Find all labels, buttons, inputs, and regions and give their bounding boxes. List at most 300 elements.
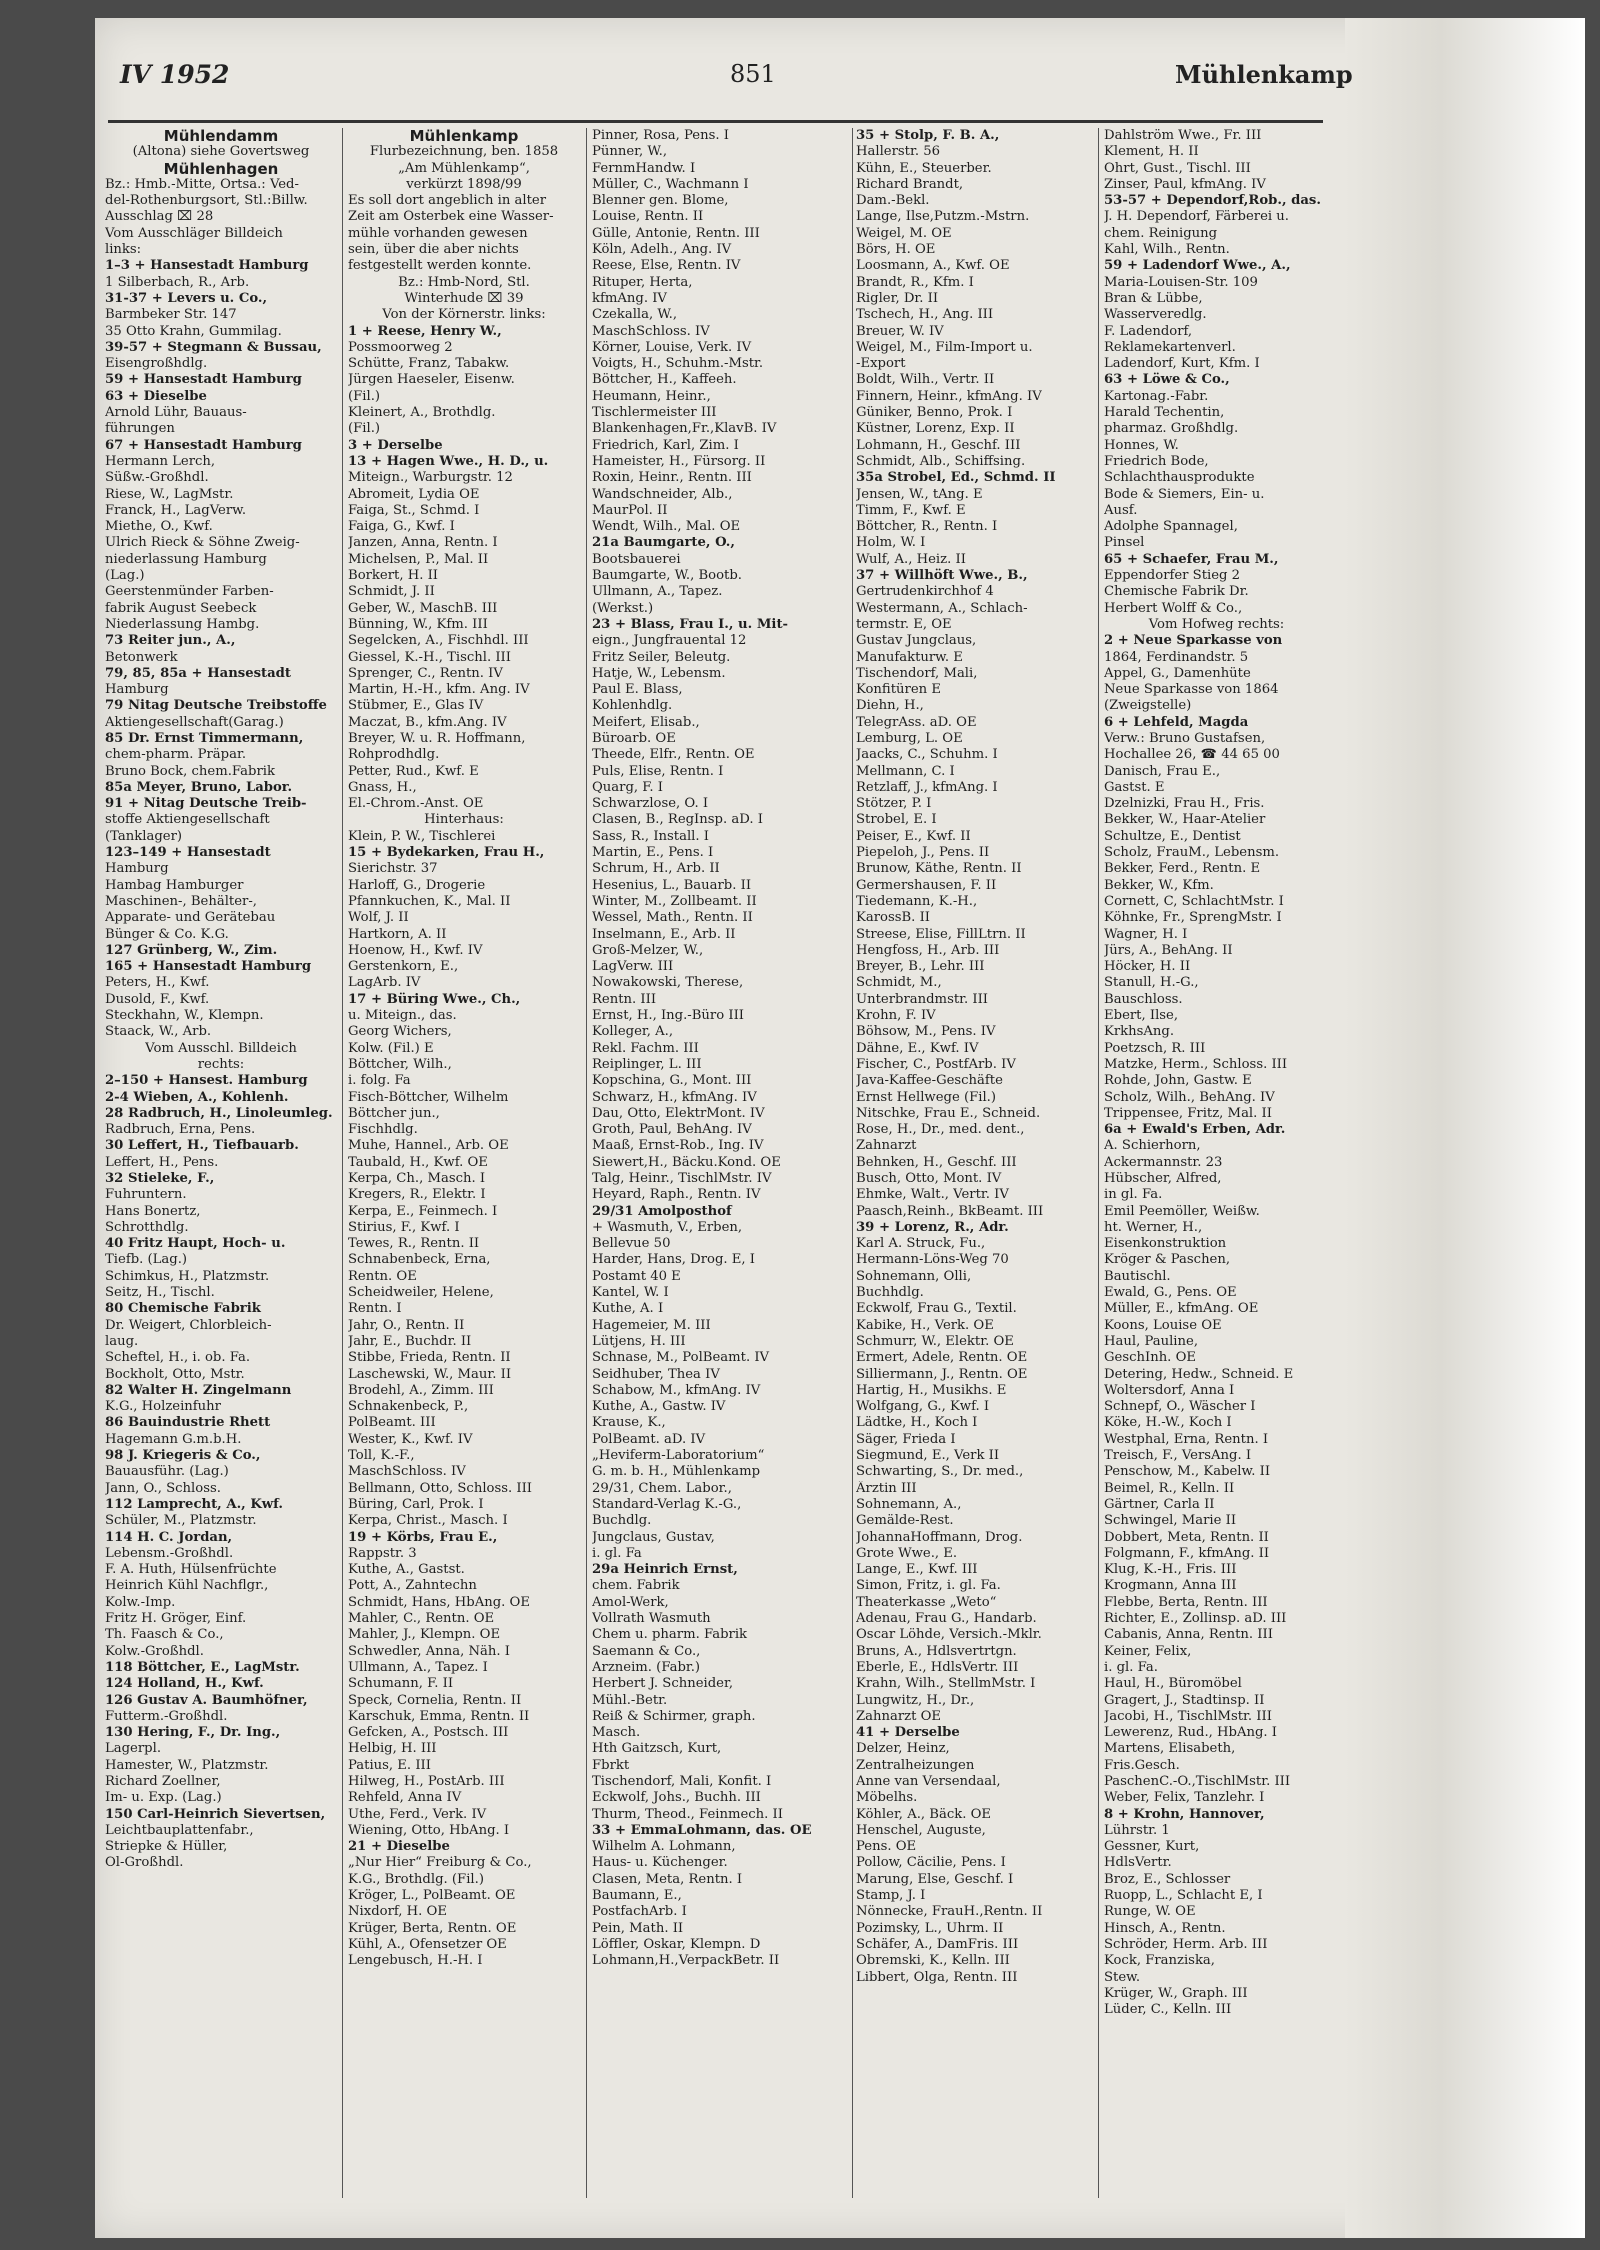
directory-entry: Zahnarzt OE: [856, 1708, 942, 1724]
directory-entry: Pens. OE: [856, 1839, 917, 1855]
directory-entry: Anne van Versendaal,: [856, 1773, 1001, 1789]
directory-entry: 6 + Lehfeld, Magda: [1104, 714, 1249, 730]
directory-entry: Obremski, K., Kelln. III: [856, 1953, 1010, 1969]
directory-entry: Fris.Gesch.: [1104, 1757, 1180, 1773]
directory-entry: Scheidweiler, Helene,: [348, 1285, 494, 1301]
directory-entry: Ulrich Rieck & Söhne Zweig-: [105, 535, 300, 551]
directory-entry: 73 Reiter jun., A.,: [105, 633, 236, 649]
directory-entry: Jahr, E., Buchdr. II: [348, 1333, 472, 1349]
directory-entry: MaschSchloss. IV: [592, 323, 710, 339]
directory-entry: Abromeit, Lydia OE: [348, 486, 480, 502]
directory-entry: J. H. Dependorf, Färberei u.: [1104, 209, 1289, 225]
directory-entry: Schultze, E., Dentist: [1104, 828, 1241, 844]
directory-entry: Futterm.-Großhdl.: [105, 1708, 228, 1724]
directory-entry: 112 Lamprecht, A., Kwf.: [105, 1496, 283, 1512]
directory-entry: Lüder, C., Kelln. III: [1104, 2002, 1232, 2018]
directory-entry: Ackermannstr. 23: [1104, 1154, 1223, 1170]
directory-entry: Faiga, St., Schmd. I: [348, 502, 480, 518]
directory-entry: 6a + Ewald's Erben, Adr.: [1104, 1122, 1286, 1138]
directory-entry: Tischlermeister III: [592, 405, 717, 421]
directory-entry: Maschinen-, Behälter-,: [105, 893, 257, 909]
directory-entry: Ullmann, A., Tapez. I: [348, 1659, 488, 1675]
directory-entry: Hoenow, H., Kwf. IV: [348, 942, 483, 958]
directory-entry: Masch.: [592, 1725, 641, 1741]
directory-entry: Wandschneider, Alb.,: [592, 486, 733, 502]
directory-entry: Kerpa, E., Feinmech. I: [348, 1203, 498, 1219]
page-edge: [1345, 18, 1585, 2238]
directory-entry: Amol-Werk,: [592, 1594, 669, 1610]
directory-entry: Kolleger, A.,: [592, 1024, 674, 1040]
directory-entry: Hallerstr. 56: [856, 144, 940, 160]
directory-entry: Behnken, H., Geschf. III: [856, 1154, 1017, 1170]
directory-entry: Stibbe, Frieda, Rentn. II: [348, 1350, 511, 1366]
directory-entry: Scholz, FrauM., Lebensm.: [1104, 845, 1280, 861]
directory-entry: Arzneim. (Fabr.): [592, 1659, 701, 1675]
directory-entry: Reiplinger, L. III: [592, 1056, 702, 1072]
directory-entry: Patius, E. III: [348, 1757, 431, 1773]
directory-entry: Bauausführ. (Lag.): [105, 1464, 229, 1480]
directory-entry: Apparate- und Gerätebau: [105, 910, 276, 926]
directory-entry: Hth Gaitzsch, Kurt,: [592, 1741, 722, 1757]
directory-entry: Hinterhaus:: [424, 812, 504, 828]
directory-entry: Hochallee 26, ☎ 44 65 00: [1104, 747, 1280, 763]
directory-entry: Schröder, Herm. Arb. III: [1104, 1936, 1268, 1952]
directory-entry: Adolphe Spannagel,: [1104, 519, 1238, 535]
directory-entry: Schmidt, Hans, HbAng. OE: [348, 1594, 530, 1610]
directory-entry: Fbrkt: [592, 1757, 630, 1773]
directory-entry: Pinner, Rosa, Pens. I: [592, 128, 729, 143]
directory-entry: 98 J. Kriegeris & Co.,: [105, 1448, 261, 1464]
directory-entry: Lütjens, H. III: [592, 1333, 686, 1349]
directory-entry: Poetzsch, R. III: [1104, 1040, 1206, 1056]
directory-entry: Rappstr. 3: [348, 1545, 417, 1561]
directory-entry: Libbert, Olga, Rentn. III: [856, 1969, 1018, 1985]
directory-entry: 86 Bauindustrie Rhett: [105, 1415, 271, 1431]
directory-entry: K.G., Brothdlg. (Fil.): [348, 1871, 484, 1887]
directory-entry: Tewes, R., Rentn. II: [348, 1236, 480, 1252]
directory-entry: Hameister, H., Fürsorg. II: [592, 453, 766, 469]
directory-entry: niederlassung Hamburg: [105, 551, 267, 567]
directory-entry: Nönnecke, FrauH.,Rentn. II: [856, 1904, 1043, 1920]
directory-entry: Fritz Seiler, Beleutg.: [592, 649, 731, 665]
directory-entry: (Zweigstelle): [1104, 698, 1192, 714]
directory-entry: 1–3 + Hansestadt Hamburg: [105, 258, 309, 274]
directory-entry: Lengebusch, H.-H. I: [348, 1953, 483, 1969]
directory-entry: Wasserveredlg.: [1104, 307, 1207, 323]
directory-entry: Kröger & Paschen,: [1104, 1252, 1231, 1268]
directory-entry: Richard Brandt,: [856, 176, 964, 192]
directory-entry: Hengfoss, H., Arb. III: [856, 942, 1000, 958]
directory-entry: Breyer, B., Lehr. III: [856, 959, 985, 975]
directory-entry: 33 + EmmaLohmann, das. OE: [592, 1822, 812, 1838]
directory-entry: Georg Wichers,: [348, 1024, 452, 1040]
directory-entry: Maria-Louisen-Str. 109: [1104, 274, 1258, 290]
directory-entry: Schüler, M., Platzmstr.: [105, 1513, 257, 1529]
directory-entry: Bran & Lübbe,: [1104, 290, 1203, 306]
directory-entry: Kühl, A., Ofensetzer OE: [348, 1936, 507, 1952]
directory-entry: 79, 85, 85a + Hansestadt: [105, 665, 291, 681]
directory-entry: chem. Fabrik: [592, 1578, 680, 1594]
directory-entry: i. folg. Fa: [348, 1073, 411, 1089]
directory-entry: Sprenger, C., Rentn. IV: [348, 665, 503, 681]
directory-entry: (Werkst.): [592, 600, 654, 616]
directory-entry: Lungwitz, H., Dr.,: [856, 1692, 975, 1708]
directory-entry: Weigel, M., Film-Import u.: [856, 339, 1033, 355]
directory-entry: Kuthe, A., Gastst.: [348, 1562, 465, 1578]
directory-entry: Mahler, J., Klempn. OE: [348, 1627, 501, 1643]
directory-entry: 19 + Körbs, Frau E.,: [348, 1529, 498, 1545]
directory-entry: Wiening, Otto, HbAng. I: [348, 1822, 510, 1838]
directory-entry: Ewald, G., Pens. OE: [1104, 1285, 1237, 1301]
directory-entry: 29/31, Chem. Labor.,: [592, 1480, 732, 1496]
directory-entry: Nixdorf, H. OE: [348, 1904, 447, 1920]
directory-entry: Stötzer, P. I: [856, 796, 932, 812]
directory-entry: Stanull, H.-G.,: [1104, 975, 1199, 991]
directory-entry: Ullmann, A., Tapez.: [592, 584, 723, 600]
directory-entry: Baumgarte, W., Bootb.: [592, 568, 742, 584]
directory-entry: Winterhude ⌧ 39: [404, 290, 524, 306]
directory-entry: Schrum, H., Arb. II: [592, 861, 720, 877]
directory-entry: Schmidt, M.,: [856, 975, 942, 991]
directory-entry: Mühl.-Betr.: [592, 1692, 668, 1708]
directory-entry: Richard Zoellner,: [105, 1773, 221, 1789]
directory-entry: Fritz H. Gröger, Einf.: [105, 1611, 247, 1627]
page-header-volume-year: IV 1952: [120, 60, 230, 89]
directory-entry: Schütte, Franz, Tabakw.: [348, 356, 510, 372]
directory-entry: Stamp, J. I: [856, 1888, 926, 1904]
directory-column-2: [348, 128, 580, 2198]
directory-entry: Klein, P. W., Tischlerei: [348, 828, 496, 844]
directory-entry: Gärtner, Carla II: [1104, 1496, 1215, 1512]
directory-entry: Gülle, Antonie, Rentn. III: [592, 225, 760, 241]
directory-entry: LagArb. IV: [348, 975, 421, 991]
directory-entry: Gragert, J., Stadtinsp. II: [1104, 1692, 1265, 1708]
directory-entry: Flebbe, Berta, Rentn. III: [1104, 1594, 1268, 1610]
directory-entry: Tschech, H., Ang. III: [856, 307, 994, 323]
directory-entry: Chem u. pharm. Fabrik: [592, 1627, 748, 1643]
directory-entry: Henschel, Auguste,: [856, 1822, 986, 1838]
directory-entry: Schwedler, Anna, Näh. I: [348, 1643, 510, 1659]
directory-entry: 1 + Reese, Henry W.,: [348, 323, 502, 339]
directory-entry: Harder, Hans, Drog. E, I: [592, 1252, 756, 1268]
directory-entry: Böhsow, M., Pens. IV: [856, 1024, 996, 1040]
directory-entry: Schwarz, H., kfmAng. IV: [592, 1089, 757, 1105]
directory-entry: Mahler, C., Rentn. OE: [348, 1611, 495, 1627]
directory-entry: Eppendorfer Stieg 2: [1104, 568, 1241, 584]
directory-entry: Schmurr, W., Elektr. OE: [856, 1333, 1014, 1349]
directory-entry: Eberle, E., HdlsVertr. III: [856, 1659, 1019, 1675]
directory-entry: Folgmann, F., kfmAng. II: [1104, 1545, 1270, 1561]
directory-entry: Kartonag.-Fabr.: [1104, 388, 1209, 404]
directory-entry: Timm, F., Kwf. E: [856, 502, 966, 518]
directory-column-4: [856, 128, 1096, 2198]
directory-entry: Müller, C., Wachmann I: [592, 176, 749, 192]
directory-entry: Bruno Bock, chem.Fabrik: [105, 763, 275, 779]
directory-entry: Theede, Elfr., Rentn. OE: [592, 747, 755, 763]
directory-entry: 127 Grünberg, W., Zim.: [105, 942, 278, 958]
directory-entry: Krogmann, Anna III: [1104, 1578, 1237, 1594]
directory-entry: Segelcken, A., Fischhdl. III: [348, 633, 529, 649]
directory-entry: Bruns, A., Hdlsvertrtgn.: [856, 1643, 1017, 1659]
directory-entry: HdlsVertr.: [1104, 1855, 1172, 1871]
directory-entry: Piepeloh, J., Pens. II: [856, 845, 990, 861]
directory-entry: Schumann, F. II: [348, 1676, 454, 1692]
directory-entry: Breyer, W. u. R. Hoffmann,: [348, 730, 526, 746]
directory-entry: Finnern, Heinr., kfmAng. IV: [856, 388, 1042, 404]
directory-entry: Czekalla, W.,: [592, 307, 678, 323]
directory-entry: Laschewski, W., Maur. II: [348, 1366, 512, 1382]
directory-entry: Im- u. Exp. (Lag.): [105, 1790, 222, 1806]
directory-entry: 35a Strobel, Ed., Schmd. II: [856, 470, 1056, 486]
directory-entry: „Nur Hier“ Freiburg & Co.,: [348, 1855, 532, 1871]
directory-entry: Löffler, Oskar, Klempn. D: [592, 1936, 761, 1952]
directory-entry: Bootsbauerei: [592, 551, 681, 567]
directory-entry: Kröger, L., PolBeamt. OE: [348, 1888, 516, 1904]
directory-entry: KarossB. II: [856, 910, 930, 926]
directory-entry: Krahn, Wilh., StellmMstr. I: [856, 1676, 1036, 1692]
directory-entry: Bekker, W., Kfm.: [1104, 877, 1214, 893]
directory-entry: Betonwerk: [105, 649, 178, 665]
directory-entry: Wester, K., Kwf. IV: [348, 1431, 473, 1447]
directory-entry: Kahl, Wilh., Rentn.: [1104, 242, 1230, 258]
directory-entry: Zentralheizungen: [856, 1757, 975, 1773]
directory-entry: Wilhelm A. Lohmann,: [592, 1839, 736, 1855]
directory-entry: Theaterkasse „Weto“: [856, 1594, 997, 1610]
directory-entry: Ladendorf, Kurt, Kfm. I: [1104, 356, 1260, 372]
directory-entry: Sohnemann, A.,: [856, 1496, 962, 1512]
directory-entry: 35 Otto Krahn, Gummilag.: [105, 323, 282, 339]
directory-entry: „Heviferm-Laboratorium“: [592, 1448, 765, 1464]
directory-entry: Bockholt, Otto, Mstr.: [105, 1366, 245, 1382]
directory-entry: 23 + Blass, Frau I., u. Mit-: [592, 616, 789, 632]
directory-entry: Kuthe, A. I: [592, 1301, 664, 1317]
directory-entry: 39-57 + Stegmann & Bussau,: [105, 339, 322, 355]
directory-entry: PaschenC.-O.,TischlMstr. III: [1104, 1773, 1291, 1789]
directory-entry: Bauschloss.: [1104, 991, 1183, 1007]
directory-entry: Pinsel: [1104, 535, 1145, 551]
directory-entry: 1 Silberbach, R., Arb.: [105, 274, 250, 290]
directory-entry: chem. Reinigung: [1104, 225, 1218, 241]
directory-entry: Lemburg, L. OE: [856, 730, 963, 746]
directory-entry: Haul, H., Büromöbel: [1104, 1676, 1242, 1692]
directory-entry: Lewerenz, Rud., HbAng. I: [1104, 1725, 1278, 1741]
directory-entry: Rentn. I: [348, 1301, 402, 1317]
directory-entry: 165 + Hansestadt Hamburg: [105, 959, 312, 975]
directory-entry: 2–150 + Hansest. Hamburg: [105, 1073, 308, 1089]
directory-entry: Manufakturw. E: [856, 649, 963, 665]
directory-entry: 17 + Büring Wwe., Ch.,: [348, 991, 521, 1007]
directory-entry: Miteign., Warburgstr. 12: [348, 470, 513, 486]
directory-entry: Michelsen, P., Mal. II: [348, 551, 489, 567]
directory-entry: Lange, E., Kwf. III: [856, 1562, 978, 1578]
directory-entry: Güniker, Benno, Prok. I: [856, 405, 1013, 421]
directory-entry: eign., Jungfrauental 12: [592, 633, 747, 649]
directory-entry: Koons, Louise OE: [1104, 1317, 1222, 1333]
directory-entry: Leffert, H., Pens.: [105, 1154, 219, 1170]
directory-entry: Groth, Paul, BehAng. IV: [592, 1122, 752, 1138]
directory-entry: Flurbezeichnung, ben. 1858: [369, 144, 559, 160]
directory-entry: 118 Böttcher, E., LagMstr.: [105, 1659, 300, 1675]
directory-entry: Rekl. Fachm. III: [592, 1040, 699, 1056]
directory-entry: Leichtbauplattenfabr.,: [105, 1822, 254, 1838]
directory-entry: Kolw.-Imp.: [105, 1594, 176, 1610]
directory-entry: PolBeamt. aD. IV: [592, 1431, 706, 1447]
directory-entry: Dusold, F., Kwf.: [105, 991, 210, 1007]
directory-entry: Heyard, Raph., Rentn. IV: [592, 1187, 761, 1203]
directory-entry: Broz, E., Schlosser: [1104, 1871, 1231, 1887]
directory-entry: Martin, H.-H., kfm. Ang. IV: [348, 682, 530, 698]
directory-entry: + Wasmuth, V., Erben,: [592, 1219, 743, 1235]
directory-entry: Dzelnizki, Frau H., Fris.: [1104, 796, 1265, 812]
directory-entry: Ohrt, Gust., Tischl. III: [1104, 160, 1251, 176]
directory-entry: Miethe, O., Kwf.: [105, 519, 213, 535]
directory-entry: führungen: [105, 421, 175, 437]
directory-entry: Eckwolf, Johs., Buchh. III: [592, 1790, 761, 1806]
directory-entry: Hans Bonertz,: [105, 1203, 201, 1219]
directory-entry: Böttcher jun.,: [348, 1105, 440, 1121]
directory-entry: Lührstr. 1: [1104, 1822, 1170, 1838]
directory-entry: (Fil.): [348, 388, 381, 404]
directory-entry: Janzen, Anna, Rentn. I: [348, 535, 498, 551]
directory-entry: Kock, Franziska,: [1104, 1953, 1215, 1969]
directory-entry: Kuthe, A., Gastw. IV: [592, 1399, 726, 1415]
directory-entry: Hamburg: [105, 861, 169, 877]
directory-entry: Schnepf, O., Wäscher I: [1104, 1399, 1256, 1415]
directory-entry: mühle vorhanden gewesen: [348, 225, 528, 241]
directory-entry: Marung, Else, Geschf. I: [856, 1871, 1014, 1887]
directory-entry: Maaß, Ernst-Rob., Ing. IV: [592, 1138, 764, 1154]
column-divider: [1098, 128, 1099, 2198]
directory-entry: Schmidt, Alb., Schiffsing.: [856, 453, 1026, 469]
directory-entry: Hartkorn, A. II: [348, 926, 447, 942]
directory-entry: 63 + Löwe & Co.,: [1104, 372, 1230, 388]
directory-entry: Bautischl.: [1104, 1268, 1171, 1284]
directory-entry: Matzke, Herm., Schloss. III: [1104, 1056, 1288, 1072]
directory-entry: Büroarb. OE: [592, 730, 676, 746]
directory-entry: Kantel, W. I: [592, 1285, 669, 1301]
directory-entry: Jann, O., Schloss.: [105, 1480, 221, 1496]
directory-entry: 65 + Schaefer, Frau M.,: [1104, 551, 1279, 567]
directory-entry: Hinsch, A., Rentn.: [1104, 1920, 1226, 1936]
directory-entry: Wolf, J. II: [348, 910, 409, 926]
directory-entry: 31-37 + Levers u. Co.,: [105, 290, 268, 306]
directory-entry: 85a Meyer, Bruno, Labor.: [105, 779, 293, 795]
directory-entry: Detering, Hedw., Schneid. E: [1104, 1366, 1294, 1382]
directory-entry: Thurm, Theod., Feinmech. II: [592, 1806, 783, 1822]
directory-entry: Lange, Ilse,Putzm.-Mstrn.: [856, 209, 1030, 225]
directory-entry: Ärztin III: [856, 1480, 917, 1496]
directory-entry: (Altona) siehe Govertsweg: [132, 144, 310, 160]
directory-entry: Lebensm.-Großhdl.: [105, 1545, 234, 1561]
directory-entry: Süßw.-Großhdl.: [105, 470, 209, 486]
directory-entry: Dam.-Bekl.: [856, 193, 930, 209]
directory-entry: Nitschke, Frau E., Schneid.: [856, 1105, 1041, 1121]
directory-entry: termstr. E, OE: [856, 616, 952, 632]
directory-entry: Unterbrandmstr. III: [856, 991, 988, 1007]
directory-entry: Wessel, Math., Rentn. II: [592, 910, 753, 926]
directory-entry: Tischendorf, Mali,: [856, 665, 978, 681]
directory-entry: Richter, E., Zollinsp. aD. III: [1104, 1611, 1287, 1627]
directory-entry: Kabike, H., Verk. OE: [856, 1317, 994, 1333]
directory-entry: JohannaHoffmann, Drog.: [856, 1529, 1023, 1545]
street-header: Mühlenkamp: [1175, 60, 1353, 89]
directory-entry: Honnes, W.: [1104, 437, 1179, 453]
directory-entry: i. gl. Fa: [592, 1545, 642, 1561]
directory-entry: rechts:: [197, 1056, 245, 1072]
directory-entry: Heinrich Kühl Nachflgr.,: [105, 1578, 269, 1594]
directory-entry: Delzer, Heinz,: [856, 1741, 950, 1757]
directory-entry: Ernst, H., Ing.-Büro III: [592, 1008, 744, 1024]
directory-entry: Emil Peemöller, Weißw.: [1104, 1203, 1260, 1219]
directory-entry: Stirius, F., Kwf. I: [348, 1219, 460, 1235]
directory-entry: 39 + Lorenz, R., Adr.: [856, 1219, 1009, 1235]
directory-entry: Kerpa, Ch., Masch. I: [348, 1171, 486, 1186]
directory-entry: Ausschlag ⌧ 28: [105, 209, 214, 225]
directory-entry: Kühn, E., Steuerber.: [856, 160, 992, 176]
directory-entry: Schnabenbeck, Erna,: [348, 1252, 491, 1268]
directory-entry: Wulf, A., Heiz. II: [856, 551, 966, 567]
directory-entry: Breuer, W. IV: [856, 323, 944, 339]
directory-entry: Bünger & Co. K.G.: [105, 926, 229, 942]
directory-entry: Schäfer, A., DamFris. III: [856, 1936, 1019, 1952]
column-divider: [852, 128, 853, 2198]
directory-entry: Krüger, Berta, Rentn. OE: [348, 1920, 517, 1936]
directory-entry: Aktiengesellschaft(Garag.): [105, 714, 284, 730]
directory-entry: Louise, Rentn. II: [592, 209, 704, 225]
directory-entry: Siegmund, E., Verk II: [856, 1448, 1000, 1464]
directory-entry: MaschSchloss. IV: [348, 1464, 466, 1480]
directory-entry: Köhnke, Fr., SprengMstr. I: [1104, 910, 1282, 926]
directory-entry: Steckhahn, W., Klempn.: [105, 1008, 264, 1024]
directory-entry: Ebert, Ilse,: [1104, 1008, 1179, 1024]
directory-entry: 2 + Neue Sparkasse von: [1104, 633, 1283, 649]
directory-entry: 41 + Derselbe: [856, 1725, 960, 1741]
directory-entry: Radbruch, Erna, Pens.: [105, 1122, 256, 1138]
directory-entry: Jürgen Haeseler, Eisenw.: [348, 372, 515, 388]
directory-entry: Brodehl, A., Zimm. III: [348, 1382, 494, 1398]
directory-entry: Hübscher, Alfred,: [1104, 1171, 1222, 1186]
directory-entry: u. Miteign., das.: [348, 1008, 457, 1024]
directory-entry: Bünning, W., Kfm. III: [348, 616, 488, 632]
directory-entry: Küstner, Lorenz, Exp. II: [856, 421, 1015, 437]
directory-entry: Büring, Carl, Prok. I: [348, 1496, 484, 1512]
directory-entry: Oscar Löhde, Versich.-Mklr.: [856, 1627, 1042, 1643]
directory-entry: Treisch, F., VersAng. I: [1104, 1448, 1252, 1464]
directory-entry: Schnase, M., PolBeamt. IV: [592, 1350, 770, 1366]
directory-entry: Ruopp, L., Schlacht E, I: [1104, 1888, 1263, 1904]
directory-entry: Paul E. Blass,: [592, 682, 683, 698]
directory-entry: Schabow, M., kfmAng. IV: [592, 1382, 761, 1398]
directory-entry: Voigts, H., Schuhm.-Mstr.: [592, 356, 764, 372]
directory-entry: Jacobi, H., TischlMstr. III: [1104, 1708, 1272, 1724]
directory-entry: Seitz, H., Tischl.: [105, 1285, 215, 1301]
directory-entry: Pozimsky, L., Uhrm. II: [856, 1920, 1004, 1936]
directory-entry: Barmbeker Str. 147: [105, 307, 237, 323]
directory-entry: Körner, Louise, Verk. IV: [592, 339, 752, 355]
directory-entry: Postamt 40 E: [592, 1268, 681, 1284]
directory-entry: Winter, M., Zollbeamt. II: [592, 893, 757, 909]
directory-entry: KrkhsAng.: [1104, 1024, 1175, 1040]
directory-entry: Sohnemann, Olli,: [856, 1268, 972, 1284]
directory-entry: Jahr, O., Rentn. II: [348, 1317, 465, 1333]
directory-entry: 130 Hering, F., Dr. Ing.,: [105, 1725, 281, 1741]
directory-entry: Köhler, A., Bäck. OE: [856, 1806, 992, 1822]
directory-entry: Dähne, E., Kwf. IV: [856, 1040, 979, 1056]
directory-entry: Schlachthausprodukte: [1104, 470, 1255, 486]
directory-entry: Puls, Elise, Rentn. I: [592, 763, 724, 779]
directory-entry: Busch, Otto, Mont. IV: [856, 1171, 1002, 1186]
directory-entry: Hambag Hamburger: [105, 877, 244, 893]
